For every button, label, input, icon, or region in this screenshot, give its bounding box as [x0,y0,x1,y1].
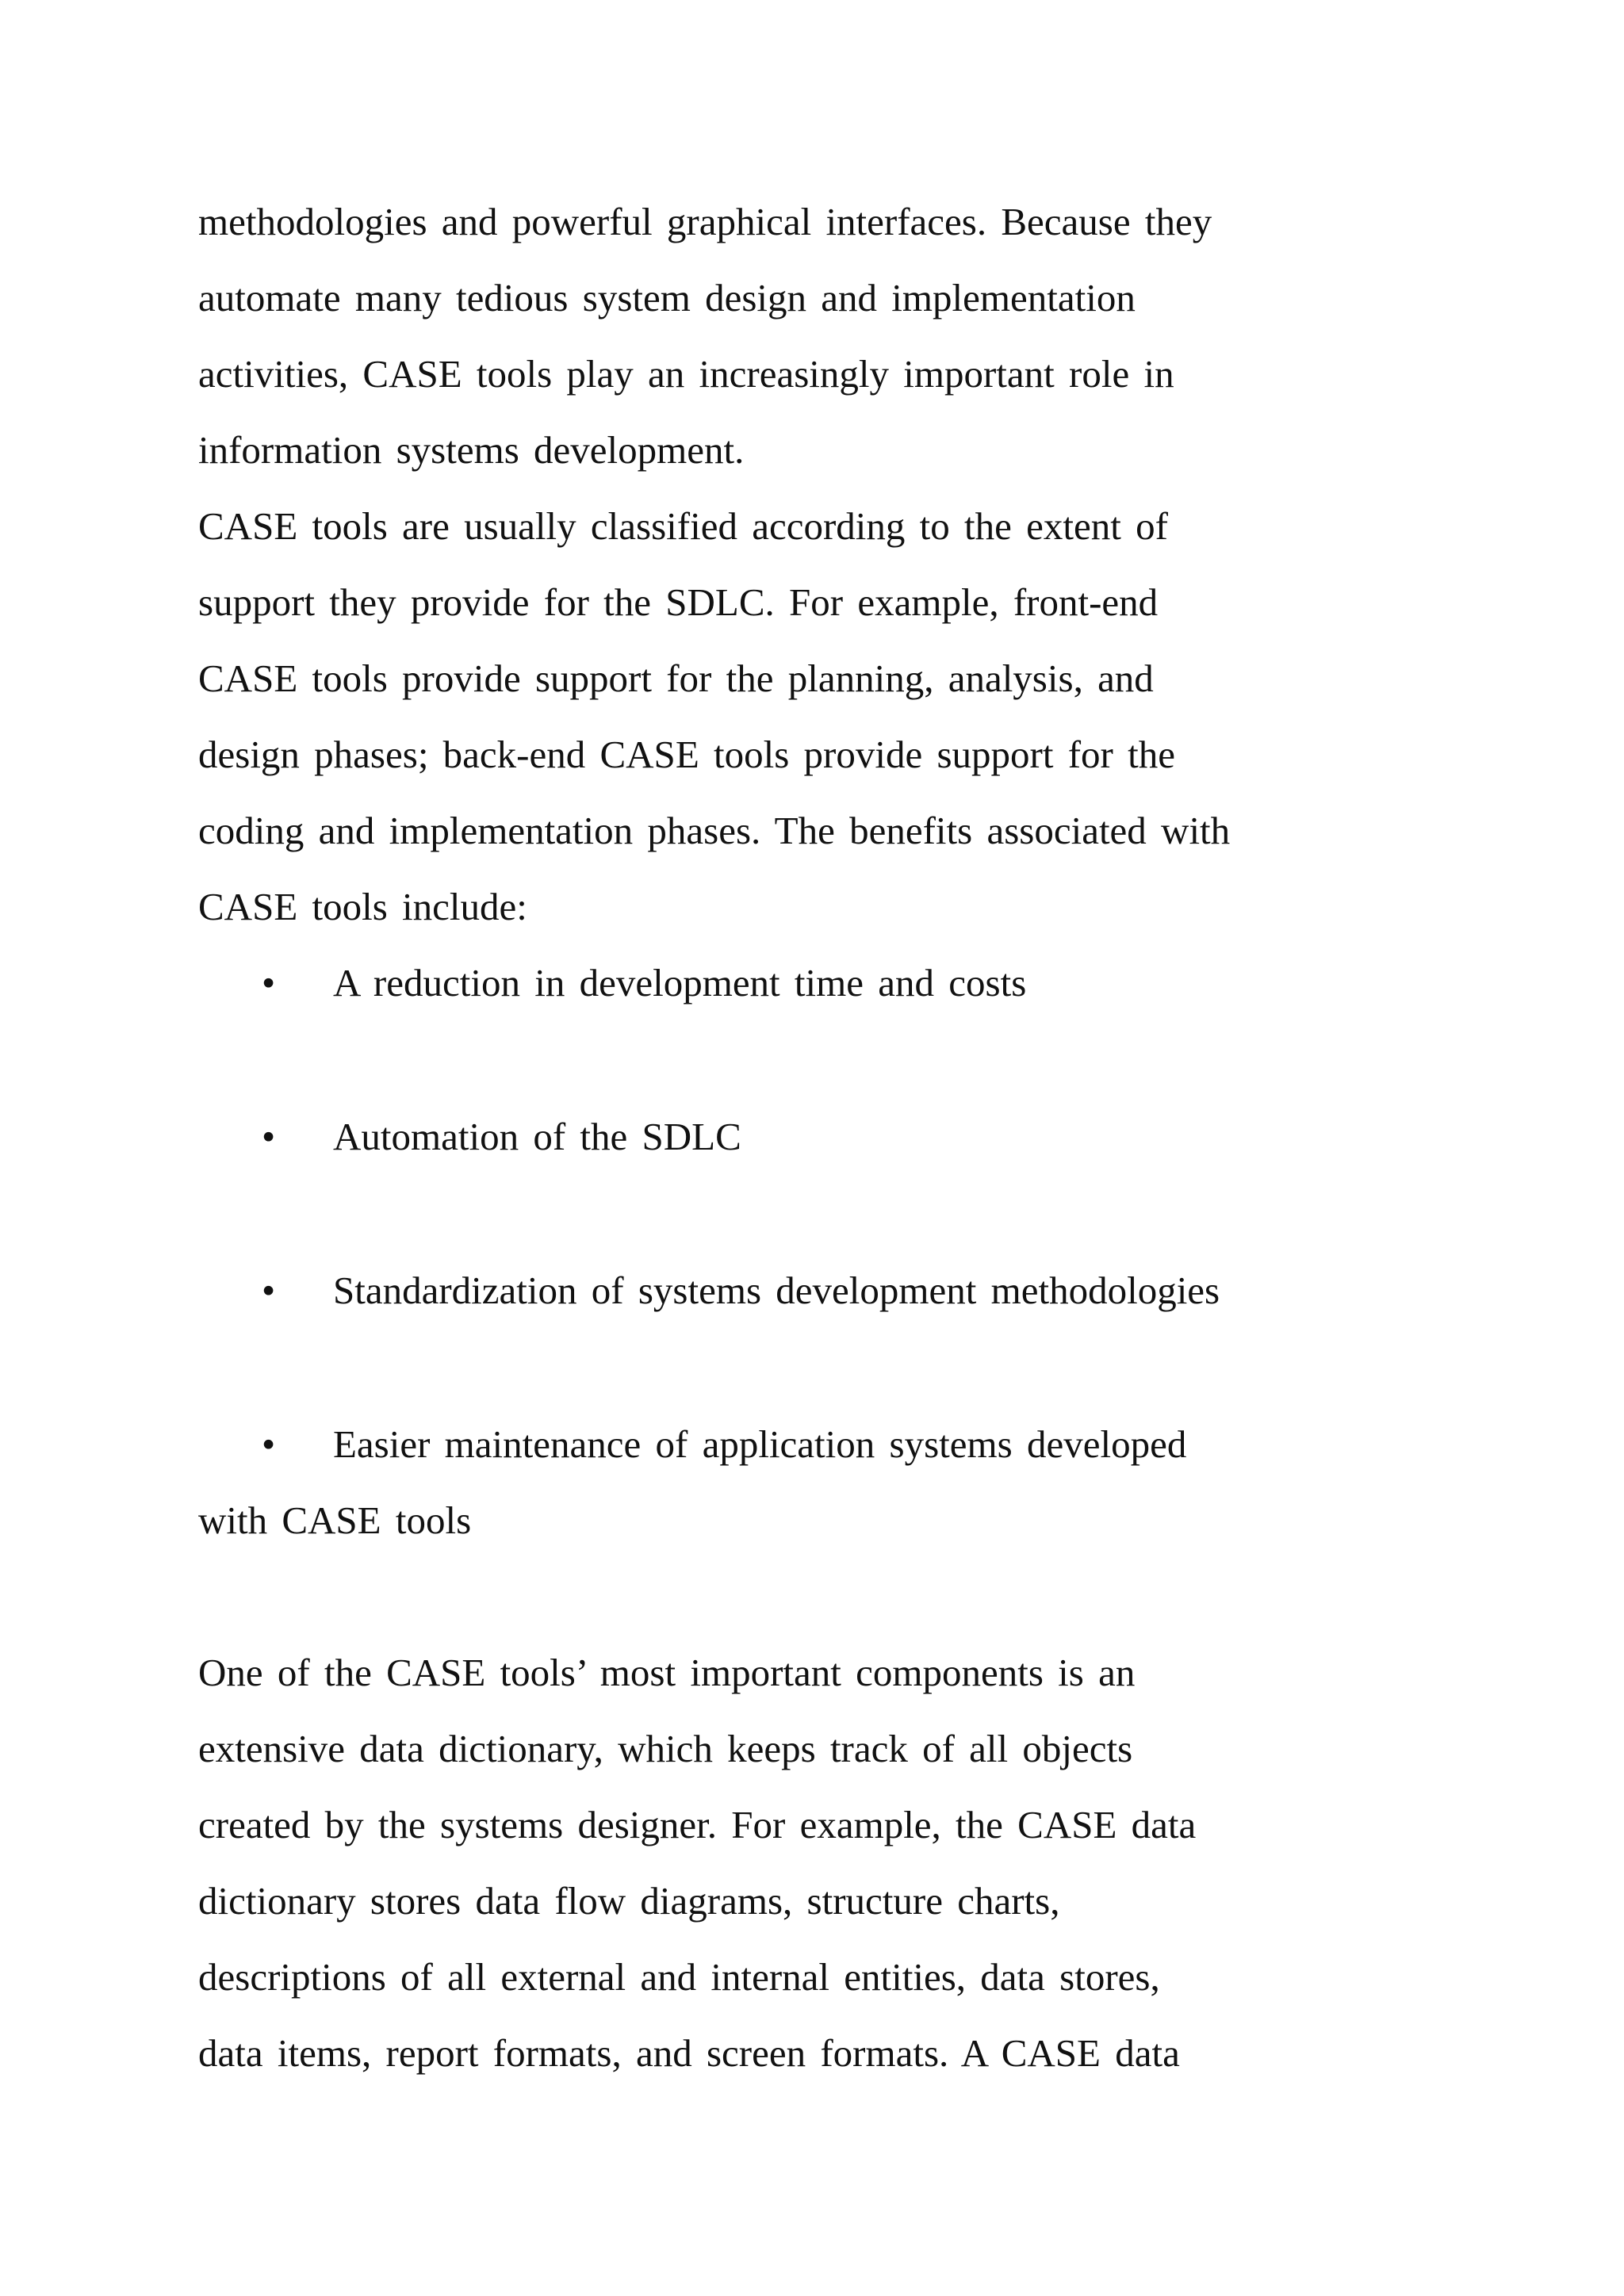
paragraph-3-line-3: created by the systems designer. For example, the CASE data [198,1803,1197,1846]
paragraph-2-line-6: CASE tools include: [198,885,527,928]
paragraph-1-line-2: automate many tedious system design and implementation [198,276,1136,320]
paragraph-1-line-3: activities, CASE tools play an increasingly important role in [198,352,1174,396]
benefit-continuation: with CASE tools [198,1498,472,1542]
bullet-marker: • [262,1422,276,1466]
paragraph-3-line-4: dictionary stores data flow diagrams, structure charts, [198,1879,1060,1923]
benefit-text: Standardization of systems development methodologies [333,1269,1220,1312]
benefit-text: Easier maintenance of application systems developed [333,1422,1187,1466]
paragraph-2-line-4: design phases; back-end CASE tools provide support for the [198,733,1175,776]
benefit-list-item [198,1099,741,1175]
bullet-marker: • [262,1269,276,1312]
paragraph-2-line-1: CASE tools are usually classified according to the extent of [198,504,1168,548]
bullet-marker: • [262,1115,276,1158]
paragraph-2-line-5: coding and implementation phases. The benefits associated with [198,809,1231,852]
bullet-marker: • [262,961,276,1004]
paragraph-3-line-5: descriptions of all external and internal entities, data stores, [198,1955,1160,1999]
paragraph-1-line-1: methodologies and powerful graphical interfaces. Because they [198,200,1212,243]
paragraph-1-line-4: information systems development. [198,428,745,472]
paragraph-3-line-1: One of the CASE tools’ most important components is an [198,1651,1136,1694]
paragraph-3-line-2: extensive data dictionary, which keeps track of all objects [198,1727,1133,1770]
benefit-text: A reduction in development time and costs [333,961,1027,1004]
benefit-list-item [198,1406,1186,1483]
benefit-list-item [198,945,1026,1021]
paragraph-3-line-6: data items, report formats, and screen formats. A CASE data [198,2031,1180,2075]
paragraph-2-line-2: support they provide for the SDLC. For example, front-end [198,580,1159,624]
benefit-list-item [198,1253,1220,1329]
benefit-text: Automation of the SDLC [333,1115,741,1158]
paragraph-2-line-3: CASE tools provide support for the planning, analysis, and [198,656,1154,700]
